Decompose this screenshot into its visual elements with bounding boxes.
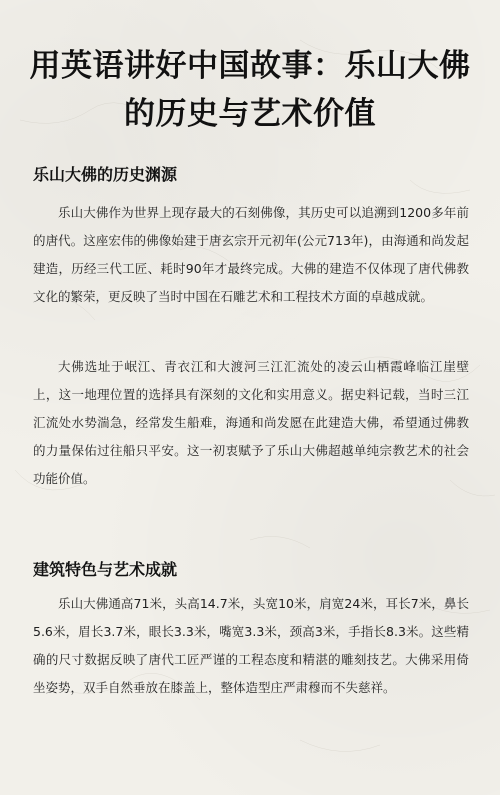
section-heading-history: 乐山大佛的历史渊源 <box>33 165 178 184</box>
page-title: 用英语讲好中国故事：乐山大佛的历史与艺术价值 <box>29 48 471 132</box>
paragraph-site-selection: 大佛选址于岷江、青衣江和大渡河三江汇流处的凌云山栖霞峰临江崖壁上，这一地理位置的选择具有深刻的文化和实用意义。据史料记载，当时三江汇流处水势湍急，经常发生船难，海通和尚发愿在此建造大佛，希望通过佛教的力量保佑过往船只平安。这一初衷赋予了乐山大佛超越单纯宗教艺术的社会功能价值。 <box>33 359 469 486</box>
paragraph-history-origin: 乐山大佛作为世界上现存最大的石刻佛像，其历史可以追溯到1200多年前的唐代。这座宏伟的佛像始建于唐玄宗开元初年(公元713年)，由海通和尚发起建造，历经三代工匠、耗时90年才最终完成。大佛的建造不仅体现了唐代佛教文化的繁荣，更反映了当时中国在石雕艺术和工程技术方面的卓越成就。 <box>33 205 469 304</box>
paragraph-dimensions: 乐山大佛通高71米，头高14.7米，头宽10米，肩宽24米，耳长7米，鼻长5.6米，眉长3.7米，眼长3.3米，嘴宽3.3米，颈高3米，手指长8.3米。这些精确的尺寸数据反映了唐代工匠严谨的工程态度和精湛的雕刻技艺。大佛采用倚坐姿势，双手自然垂放在膝盖上，整体造型庄严肃穆而不失慈祥。 <box>33 596 469 695</box>
section-heading-architecture: 建筑特色与艺术成就 <box>33 560 178 579</box>
